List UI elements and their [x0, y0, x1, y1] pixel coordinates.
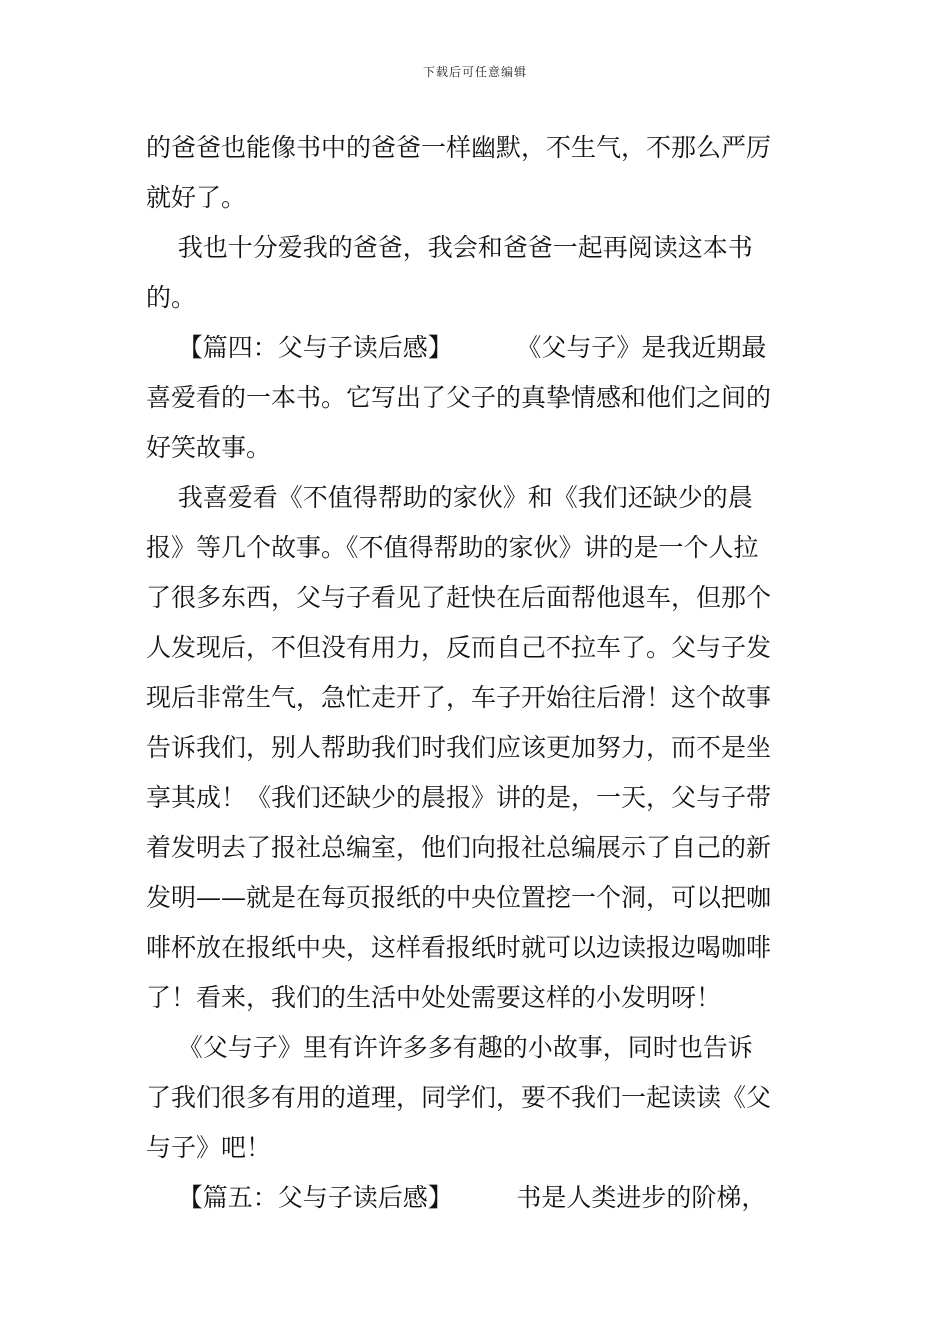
text-line: 了很多东西，父与子看见了赶快在后面帮他退车，但那个: [146, 583, 772, 612]
text-line: 了我们很多有用的道理，同学们，要不我们一起读读《父: [146, 1083, 772, 1112]
text-line: 着发明去了报社总编室，他们向报社总编展示了自己的新: [146, 833, 772, 862]
text-line: 人发现后，不但没有用力，反而自己不拉车了。父与子发: [146, 633, 772, 662]
text-line: 的爸爸也能像书中的爸爸一样幽默，不生气，不那么严厉: [146, 133, 772, 162]
text-line: 与子》吧！: [146, 1133, 272, 1162]
text-line: 就好了。: [146, 183, 247, 212]
text-line: 我也十分爱我的爸爸，我会和爸爸一起再阅读这本书: [146, 233, 753, 262]
text-line: 报》等几个故事。《不值得帮助的家伙》讲的是一个人拉: [146, 533, 759, 562]
text-line: 喜爱看的一本书。它写出了父子的真挚情感和他们之间的: [146, 383, 772, 412]
text-line: 《父与子》里有许许多多有趣的小故事，同时也告诉: [146, 1033, 753, 1062]
text-line: 现后非常生气，急忙走开了，车子开始往后滑！这个故事: [146, 683, 772, 712]
text-line: 【篇五：父与子读后感】 书是人类进步的阶梯，: [146, 1183, 767, 1212]
text-line: 了！看来，我们的生活中处处需要这样的小发明呀！: [146, 983, 722, 1012]
text-line: 发明——就是在每页报纸的中央位置挖一个洞，可以把咖: [146, 883, 772, 912]
page-header: 下载后可任意编辑: [422, 65, 527, 79]
text-line: 好笑故事。: [146, 433, 272, 462]
text-line: 告诉我们，别人帮助我们时我们应该更加努力，而不是坐: [146, 733, 772, 762]
text-line: 【篇四：父与子读后感】 《父与子》是我近期最: [146, 333, 767, 362]
text-line: 享其成！《我们还缺少的晨报》讲的是，一天，父与子带: [146, 783, 772, 812]
text-line: 啡杯放在报纸中央，这样看报纸时就可以边读报边喝咖啡: [146, 933, 772, 962]
text-line: 我喜爱看《不值得帮助的家伙》和《我们还缺少的晨: [146, 483, 753, 512]
text-line: 的。: [146, 283, 197, 312]
